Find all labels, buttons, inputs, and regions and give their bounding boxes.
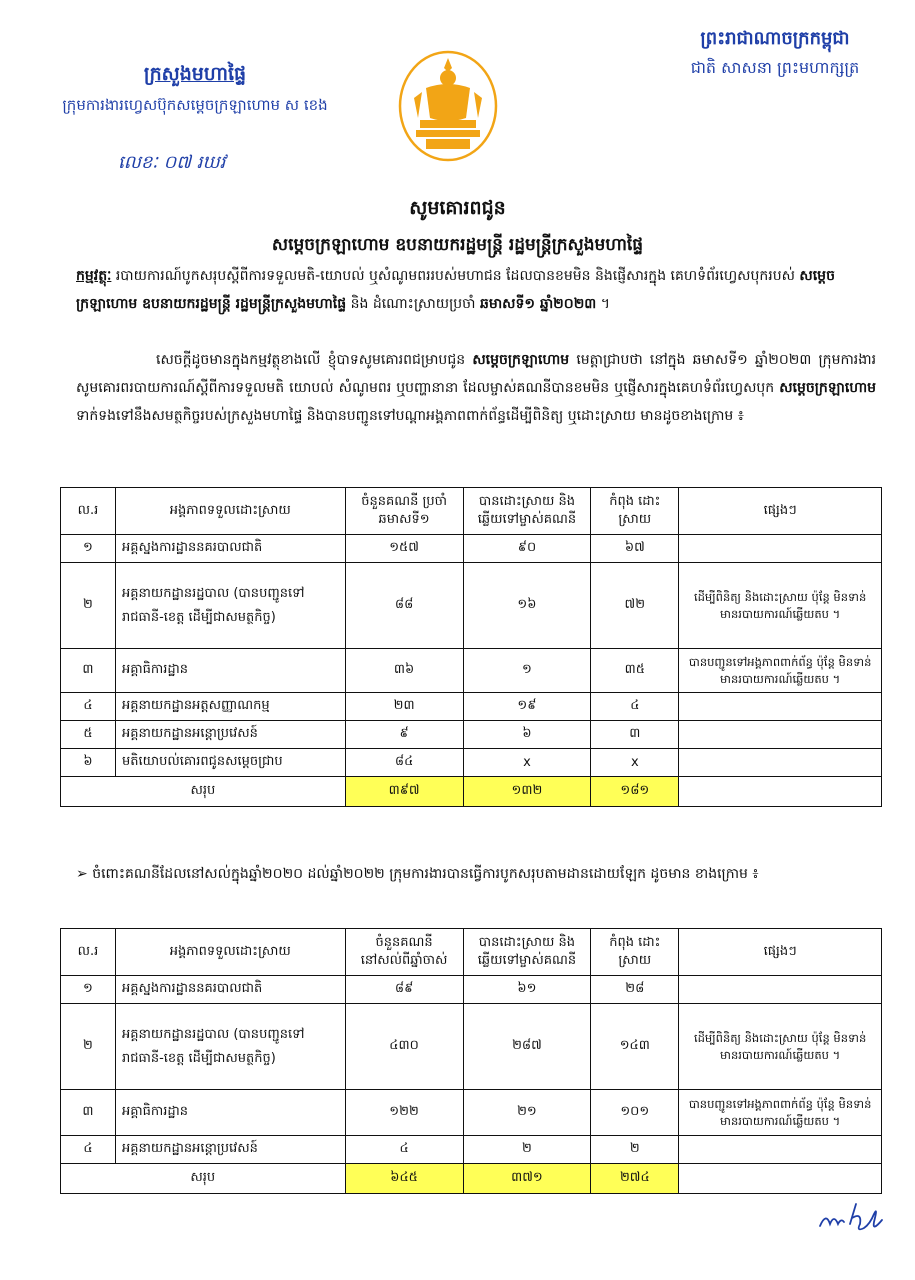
row-unit: មតិយោបល់គោរពជូនសម្តេចជ្រាប [115, 749, 345, 777]
total-accounts: ៣៩៧ [345, 777, 463, 807]
row-no: ៦ [61, 749, 116, 777]
row-accounts: ១៥៧ [345, 535, 463, 563]
subject-text: របាយការណ៍បូកសរុបស្តីពីការទទួលមតិ-យោបល់ ឬសំណូមពររបស់មហាជន ដែលបានខមមិន និងផ្ញើសារក្នុង គេហទំព័រហ្វេសបុករបស់ [115, 268, 800, 284]
row-no: ៤ [61, 693, 116, 721]
total-pending: ២៧៤ [591, 1164, 679, 1194]
row-no: ២ [61, 1004, 116, 1090]
row-accounts: ៨៨ [345, 563, 463, 649]
row-pending: ៣ [591, 721, 679, 749]
row-note [679, 1136, 882, 1164]
row-pending: ១០១ [591, 1090, 679, 1136]
total-note [679, 1164, 882, 1194]
subject-period: ឆមាសទី១ ឆ្នាំ២០២៣ [479, 296, 597, 312]
row-accounts: ៨៩ [345, 976, 463, 1004]
row-accounts: ៨៤ [345, 749, 463, 777]
row-accounts: ៣៦ [345, 649, 463, 693]
table-row [61, 749, 882, 777]
royal-emblem-icon [396, 48, 500, 164]
body-paragraph [76, 346, 876, 430]
table-row [61, 563, 882, 649]
header-unit: អង្គភាពទទួលដោះស្រាយ [115, 929, 345, 976]
row-no: ៥ [61, 721, 116, 749]
row-no: ៣ [61, 649, 116, 693]
row-resolved: ៩០ [463, 535, 591, 563]
row-note [679, 749, 882, 777]
row-resolved: x [463, 749, 591, 777]
note-paragraph [76, 860, 876, 888]
row-note: ដើម្បីពិនិត្យ និងដោះស្រាយ ប៉ុន្តែ មិនទាន់មានរបាយការណ៍ឆ្លើយតប ។ [679, 563, 882, 649]
row-unit: អគ្គនាយកដ្ឋានរដ្ឋបាល (បានបញ្ជូនទៅរាជធានី-ខេត្ត ដើម្បីជាសមត្ថកិច្ច) [115, 563, 345, 649]
header-note: ផ្សេងៗ [679, 488, 882, 535]
row-unit: អគ្គស្នងការដ្ឋាននគរបាលជាតិ [115, 535, 345, 563]
row-resolved: ១៦ [463, 563, 591, 649]
table-row [61, 721, 882, 749]
note-text: ចំពោះគណនីដែលនៅសល់ក្នុងឆ្នាំ២០២០ ដល់ឆ្នាំ២០២២ ក្រុមការងារបានធ្វើការបូកសរុបតាមដានដោយឡែក ដូចមាន ខាងក្រោម ៖ [92, 866, 759, 882]
row-unit: អគ្គនាយកដ្ឋានរដ្ឋបាល (បានបញ្ជូនទៅរាជធានី-ខេត្ត ដើម្បីជាសមត្ថកិច្ច) [115, 1004, 345, 1090]
row-note [679, 976, 882, 1004]
header-resolved: បានដោះស្រាយ និង ឆ្លើយទៅម្ចាស់គណនី [463, 488, 591, 535]
header-pending: កំពុង ដោះស្រាយ [591, 929, 679, 976]
row-note: ដើម្បីពិនិត្យ និងដោះស្រាយ ប៉ុន្តែ មិនទាន់មានរបាយការណ៍ឆ្លើយតប ។ [679, 1004, 882, 1090]
row-resolved: ៦ [463, 721, 591, 749]
row-note: បានបញ្ជូនទៅអង្គភាពពាក់ព័ន្ធ ប៉ុន្តែ មិនទាន់មានរបាយការណ៍ឆ្លើយតប ។ [679, 1090, 882, 1136]
row-unit: អគ្គនាយកដ្ឋានអន្តោប្រវេសន៍ [115, 721, 345, 749]
row-pending: ៤ [591, 693, 679, 721]
row-resolved: ២១ [463, 1090, 591, 1136]
body-bold-1: សម្តេចក្រឡាហោម [472, 352, 570, 368]
header-no: ល.រ [61, 488, 116, 535]
row-pending: ៣៥ [591, 649, 679, 693]
row-no: ១ [61, 976, 116, 1004]
row-accounts: ៩ [345, 721, 463, 749]
row-resolved: ៦១ [463, 976, 591, 1004]
subject-text-3: ។ [596, 296, 610, 312]
row-unit: អគ្គាធិការដ្ឋាន [115, 1090, 345, 1136]
row-pending: ៦៧ [591, 535, 679, 563]
row-resolved: ១៩ [463, 693, 591, 721]
subject-text-2: និង ដំណោះស្រាយប្រចាំ [346, 296, 480, 312]
kingdom-header [655, 26, 895, 81]
row-resolved: ១ [463, 649, 591, 693]
row-note [679, 535, 882, 563]
row-note [679, 693, 882, 721]
row-unit: អគ្គនាយកដ្ឋានអន្តោប្រវេសន៍ [115, 1136, 345, 1164]
addressee-name: សម្តេចក្រឡាហោម ឧបនាយករដ្ឋមន្ត្រី រដ្ឋមន្ត្រីក្រសួងមហាផ្ទៃ [271, 235, 644, 255]
header-pending: កំពុង ដោះស្រាយ [591, 488, 679, 535]
row-unit: អគ្គនាយកដ្ឋានអត្តសញ្ញាណកម្ម [115, 693, 345, 721]
table-header-row [61, 488, 882, 535]
row-note [679, 721, 882, 749]
header-resolved: បានដោះស្រាយ និង ឆ្លើយទៅម្ចាស់គណនី [463, 929, 591, 976]
bullet-icon: ➢ [76, 866, 88, 882]
national-motto: ជាតិ សាសនា ព្រះមហាក្សត្រ [690, 58, 860, 77]
row-accounts: ១២២ [345, 1090, 463, 1136]
row-no: ១ [61, 535, 116, 563]
header-note: ផ្សេងៗ [679, 929, 882, 976]
handwritten-signature [816, 1196, 886, 1236]
ministry-header [30, 62, 360, 118]
body-text-3: ទាក់ទងទៅនឹងសមត្ថកិច្ចរបស់ក្រសួងមហាផ្ទៃ និងបានបញ្ជូនទៅបណ្តាអង្គភាពពាក់ព័ន្ធដើម្បីពិនិត្យ ឬដោះស្រាយ មានដូចខាងក្រោម ៖ [76, 408, 744, 424]
row-pending: x [591, 749, 679, 777]
table-row [61, 1004, 882, 1090]
table-row [61, 649, 882, 693]
row-accounts: ៤៣០ [345, 1004, 463, 1090]
total-note [679, 777, 882, 807]
subject-label: កម្មវត្ថុៈ [76, 268, 112, 284]
row-unit: អគ្គាធិការដ្ឋាន [115, 649, 345, 693]
reference-number [118, 150, 225, 177]
total-label: សរុប [61, 777, 346, 807]
header-accounts: ចំនួនគណនី ប្រចាំឆមាសទី១ [345, 488, 463, 535]
table-row [61, 1136, 882, 1164]
header-no: ល.រ [61, 929, 116, 976]
subject-paragraph [76, 262, 876, 318]
row-accounts: ៤ [345, 1136, 463, 1164]
total-label: សរុប [61, 1164, 346, 1194]
addressee-salutation: សូមគោរពជូន [409, 197, 506, 219]
row-pending: ៧២ [591, 563, 679, 649]
backlog-report-table [60, 928, 882, 1194]
total-row [61, 777, 882, 807]
reference-value: ០៧ រឃវ [163, 152, 226, 173]
table-row [61, 693, 882, 721]
semester-report-table [60, 487, 882, 807]
subject-addressee: សម្តេចក្រឡាហោម ឧបនាយករដ្ឋមន្ត្រី រដ្ឋមន្ត្រីក្រសួងមហាផ្ទៃ [76, 268, 835, 312]
row-no: ៣ [61, 1090, 116, 1136]
table-header-row [61, 929, 882, 976]
total-pending: ១៨១ [591, 777, 679, 807]
body-text-2: មេត្តាជ្រាបថា នៅក្នុង ឆមាសទី១ ឆ្នាំ២០២៣ ក្រុមការងារសូមគោរពរបាយការណ៍ស្តីពីការទទួលមតិ យោបល់ សំណូមពរ ឬបញ្ហានានា ដែលម្ចាស់គណនីបានខមមិន ឬផ្ញើសារក្នុងគេហទំព័រហ្វេសបុក [76, 352, 877, 396]
ministry-name: ក្រសួងមហាផ្ទៃ [143, 63, 247, 85]
row-no: ២ [61, 563, 116, 649]
total-resolved: ១៣២ [463, 777, 591, 807]
addressee-block [40, 196, 875, 259]
body-bold-2: សម្តេចក្រឡាហោម [779, 380, 876, 396]
total-resolved: ៣៧១ [463, 1164, 591, 1194]
row-resolved: ២៨៧ [463, 1004, 591, 1090]
row-resolved: ២ [463, 1136, 591, 1164]
total-row [61, 1164, 882, 1194]
row-pending: ២៨ [591, 976, 679, 1004]
header-unit: អង្គភាពទទួលដោះស្រាយ [115, 488, 345, 535]
row-accounts: ២៣ [345, 693, 463, 721]
kingdom-name: ព្រះរាជាណាចក្រកម្ពុជា [700, 28, 850, 49]
header-accounts: ចំនួនគណនី នៅសល់ពីឆ្នាំចាស់ [345, 929, 463, 976]
table-row [61, 535, 882, 563]
row-no: ៤ [61, 1136, 116, 1164]
row-note: បានបញ្ជូនទៅអង្គភាពពាក់ព័ន្ធ ប៉ុន្តែ មិនទាន់មានរបាយការណ៍ឆ្លើយតប ។ [679, 649, 882, 693]
table-row [61, 1090, 882, 1136]
working-group-name: ក្រុមការងារហ្វេសប៊ុកសម្តេចក្រឡាហោម ស ខេង [62, 96, 328, 114]
row-unit: អគ្គស្នងការដ្ឋាននគរបាលជាតិ [115, 976, 345, 1004]
table-row [61, 976, 882, 1004]
row-pending: ២ [591, 1136, 679, 1164]
row-pending: ១៤៣ [591, 1004, 679, 1090]
body-text-1: សេចក្តីដូចមានក្នុងកម្មវត្ថុខាងលើ ខ្ញុំបាទសូមគោរពជម្រាបជូន [156, 352, 473, 368]
reference-label: លេខៈ [118, 152, 158, 173]
total-accounts: ៦៤៥ [345, 1164, 463, 1194]
